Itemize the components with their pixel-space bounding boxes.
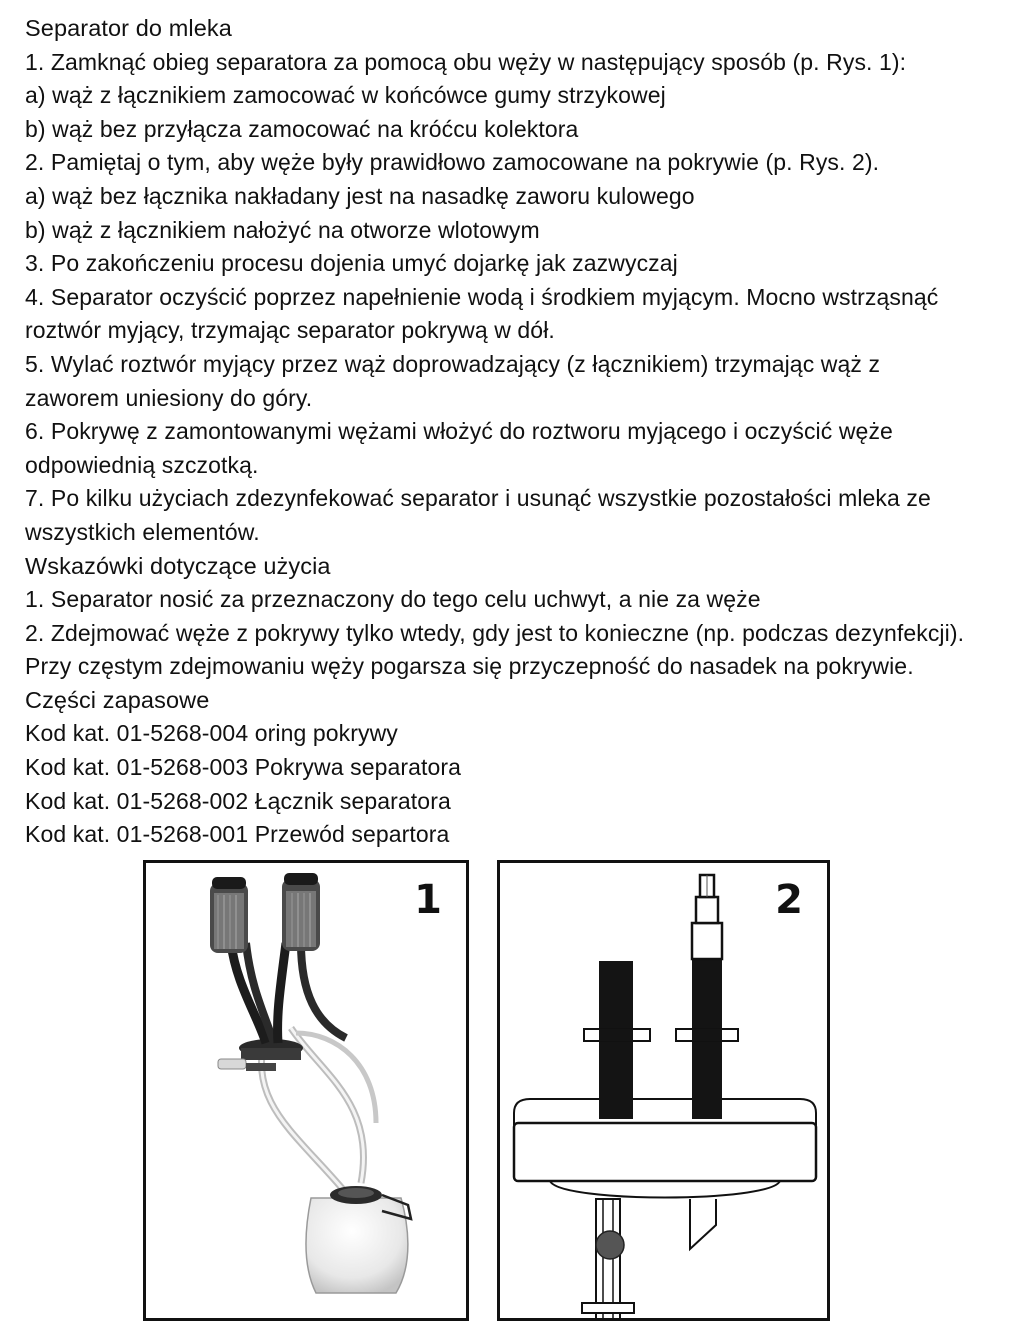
figure-2-number: 2 — [775, 877, 803, 923]
tip-line: 1. Separator nosić za przeznaczony do tego celu uchwyt, a nie za węże — [25, 586, 761, 613]
figure-1 — [143, 860, 469, 1321]
lid-schematic-illustration — [500, 863, 830, 1321]
separator-photo-illustration — [146, 863, 469, 1321]
figure-1-number: 1 — [414, 877, 442, 923]
figure-2 — [497, 860, 830, 1321]
instruction-line: a) wąż z łącznikiem zamocować w końcówce gumy strzykowej — [25, 82, 666, 109]
part-line: Kod kat. 01-5268-001 Przewód separtora — [25, 821, 450, 848]
instruction-line: 4. Separator oczyścić poprzez napełnienie wodą i środkiem myjącym. Mocno wstrząsnąć — [25, 283, 939, 310]
instruction-line: wszystkich elementów. — [25, 518, 260, 545]
parts-heading: Części zapasowe — [25, 686, 210, 713]
tip-line: 2. Zdejmować węże z pokrywy tylko wtedy, gdy jest to konieczne (np. podczas dezynfekcji). — [25, 619, 965, 646]
instruction-line: b) wąż bez przyłącza zamocować na króćcu kolektora — [25, 115, 579, 142]
instruction-line: b) wąż z łącznikiem nałożyć na otworze wlotowym — [25, 216, 540, 243]
instruction-line: roztwór myjący, trzymając separator pokrywą w dół. — [25, 317, 555, 344]
instruction-line: 3. Po zakończeniu procesu dojenia umyć dojarkę jak zazwyczaj — [25, 250, 678, 277]
instruction-line: odpowiednią szczotką. — [25, 451, 259, 478]
parts-list — [25, 717, 1030, 851]
instruction-line: a) wąż bez łącznika nakładany jest na nasadkę zaworu kulowego — [25, 182, 695, 209]
tips-heading: Wskazówki dotyczące użycia — [25, 552, 331, 579]
instruction-line: 2. Pamiętaj o tym, aby węże były prawidłowo zamocowane na pokrywie (p. Rys. 2). — [25, 149, 880, 176]
part-line: Kod kat. 01-5268-003 Pokrywa separatora — [25, 754, 462, 781]
document-title: Separator do mleka — [25, 15, 232, 41]
tip-line: Przy częstym zdejmowaniu węży pogarsza się przyczepność do nasadek na pokrywie. — [25, 653, 914, 680]
instruction-line: 6. Pokrywę z zamontowanymi wężami włożyć do roztworu myjącego i oczyścić węże — [25, 418, 893, 445]
instruction-line: zaworem uniesiony do góry. — [25, 384, 313, 411]
instruction-line: 5. Wylać roztwór myjący przez wąż doprowadzający (z łącznikiem) trzymając wąż z — [25, 350, 881, 377]
part-line: Kod kat. 01-5268-004 oring pokrywy — [25, 720, 398, 747]
document-body — [25, 12, 1030, 852]
instruction-line: 7. Po kilku użyciach zdezynfekować separator i usunąć wszystkie pozostałości mleka ze — [25, 485, 931, 512]
instructions-list — [25, 46, 1030, 550]
instruction-line: 1. Zamknąć obieg separatora za pomocą obu węży w następujący sposób (p. Rys. 1): — [25, 48, 907, 75]
part-line: Kod kat. 01-5268-002 Łącznik separatora — [25, 787, 451, 814]
tips-list — [25, 583, 1030, 684]
